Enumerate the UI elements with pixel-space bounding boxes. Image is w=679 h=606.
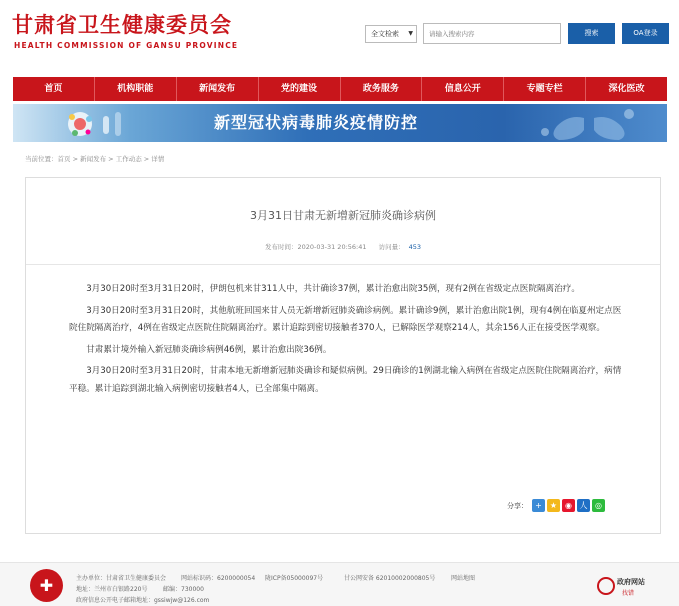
search-button[interactable]: 搜索 <box>568 23 615 44</box>
site-header <box>0 0 679 72</box>
main-nav <box>13 77 667 101</box>
article-paragraph: 甘肃累计境外输入新冠肺炎确诊病例46例，累计治愈出院36例。 <box>86 344 332 355</box>
badge-subtitle: 找错 <box>622 590 635 597</box>
publish-date: 2020-03-31 20:56:41 <box>297 243 367 251</box>
chevron-down-icon: ▼ <box>408 30 413 37</box>
article-paragraph: 3月30日20时至3月31日20时，伊朗包机来甘311人中，共计确诊37例，累计治愈出院35例，现有2例在省级定点医院隔离治疗。 <box>86 284 580 294</box>
nav-item-org[interactable]: 机构职能 <box>95 77 177 101</box>
footer-address: 地址：兰州市白银路220号 <box>76 586 148 593</box>
lung-illustration-icon <box>529 104 649 142</box>
article-paragraph: 3月30日20时至3月31日20时，甘肃本地无新增新冠肺炎确诊和疑似病例。29日确诊的1例湖北输入病例在省级定点医院住院隔离治疗，病情平稳。累计追踪到湖北输入病例密切接触者4人，已全部集中隔离。 <box>69 366 622 394</box>
nav-item-home[interactable]: 首页 <box>13 77 95 101</box>
breadcrumb <box>25 154 164 163</box>
share-label: 分享： <box>507 501 528 510</box>
breadcrumb-item-home[interactable]: 首页 <box>57 155 71 163</box>
share-more-icon[interactable]: + <box>532 499 545 512</box>
breadcrumb-separator: > <box>106 155 116 163</box>
covid-banner[interactable] <box>13 104 667 142</box>
virus-illustration-icon <box>63 107 173 141</box>
footer-icp[interactable]: 陇ICP备05000097号 <box>265 575 324 582</box>
breadcrumb-item-work[interactable]: 工作动态 <box>115 155 142 163</box>
wechat-share-icon[interactable]: ◎ <box>592 499 605 512</box>
breadcrumb-separator: > <box>141 155 152 163</box>
nav-item-services[interactable]: 政务服务 <box>341 77 423 101</box>
breadcrumb-prefix: 当前位置： <box>25 155 58 163</box>
title-divider <box>26 264 660 265</box>
share-bar <box>507 499 607 512</box>
search-scope-label: 全文检索 <box>371 30 399 38</box>
footer-email: 政府信息公开电子邮箱地址：gssiwjw@126.com <box>76 597 210 604</box>
article-panel <box>25 177 661 534</box>
weibo-share-icon[interactable]: ◉ <box>562 499 575 512</box>
breadcrumb-separator: > <box>70 155 81 163</box>
article-meta <box>26 242 660 251</box>
footer-police[interactable]: 甘公网安备 62010002000805号 <box>344 575 436 582</box>
footer-postcode: 邮编：730000 <box>163 586 204 593</box>
publish-date-label: 发布时间： <box>264 243 298 251</box>
footer-sitemap[interactable]: 网站地图 <box>451 575 476 582</box>
renren-share-icon[interactable]: 人 <box>577 499 590 512</box>
nav-item-reform[interactable]: 深化医改 <box>608 84 645 94</box>
search-error-icon <box>597 577 615 595</box>
views-count: 453 <box>408 243 422 251</box>
footer-site-code: 网站标识码：6200000054 <box>181 575 256 582</box>
nav-item-topics[interactable]: 专题专栏 <box>504 77 586 101</box>
article-title: 3月31日甘肃无新增新冠肺炎确诊病例 <box>250 209 436 222</box>
banner-title: 新型冠状病毒肺炎疫情防控 <box>214 113 419 132</box>
badge-title: 政府网站 <box>617 578 645 586</box>
qzone-share-icon[interactable]: ★ <box>547 499 560 512</box>
breadcrumb-item-news[interactable]: 新闻发布 <box>80 155 107 163</box>
search-scope-select[interactable] <box>365 25 417 43</box>
gov-website-badge[interactable] <box>595 575 657 601</box>
site-logo-subtitle: HEALTH COMMISSION OF GANSU PROVINCE <box>14 41 239 50</box>
emblem-icon: ✚ <box>30 569 63 602</box>
site-logo-title[interactable]: 甘肃省卫生健康委员会 <box>12 13 232 37</box>
views-label: 访问量： <box>378 243 405 251</box>
nav-item-disclosure[interactable]: 信息公开 <box>422 77 504 101</box>
footer-sponsor: 主办单位：甘肃省卫生健康委员会 <box>76 575 167 582</box>
article-body <box>69 281 627 402</box>
oa-login-button[interactable]: OA登录 <box>622 23 669 44</box>
nav-item-party[interactable]: 党的建设 <box>259 77 341 101</box>
site-footer <box>0 562 679 606</box>
article-paragraph: 3月30日20时至3月31日20时，其他航班回国来甘人员无新增新冠肺炎确诊病例。累计确诊9例，累计治愈出院1例，现有4例在临夏州定点医院住院隔离治疗，4例在省级定点医院住院隔离治疗。累计追踪到密切接触者370人，已解除医学观察214人，其余156人正在接受医学观察。 <box>69 305 622 333</box>
search-input[interactable] <box>423 23 561 44</box>
breadcrumb-item-detail: 详情 <box>151 155 165 163</box>
nav-item-news[interactable]: 新闻发布 <box>177 77 259 101</box>
